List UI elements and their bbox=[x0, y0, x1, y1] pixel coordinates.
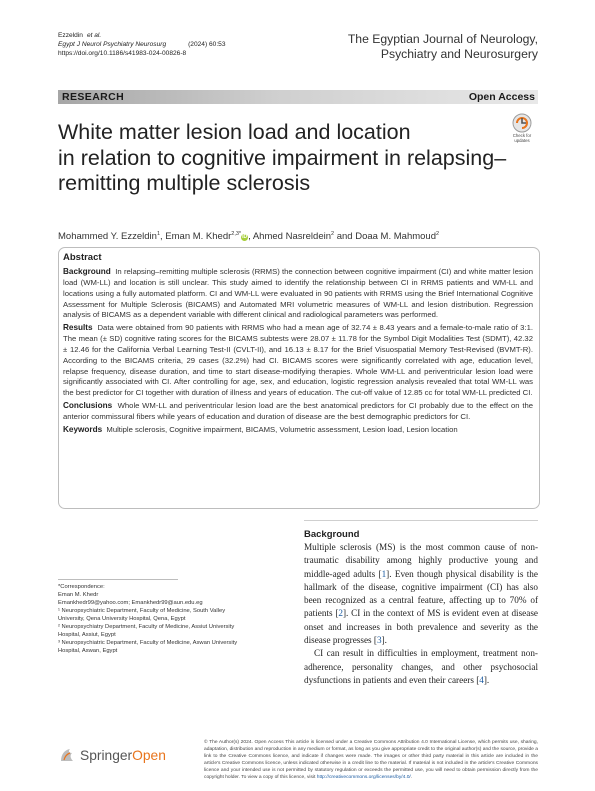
section-text: In relapsing–remitting multiple sclerosis (RRMS) the connection between cognitive impairment (CI) and white matter lesion load (WM-LL) and location is still unclear. This study aimed to identify the relationship between CI in RRMS patients and WM-LL and locations using a fully automated platform. CI and WM-LL were evaluated in 90 patients with RRMS using the Brief International Cognitive Assessment for Multiple Sclerosis (BICAMS) and Automated MRI volumetric measures of WM-LL and lesion distribution. Regression analysis of BICAMS as a dependent variable with different clinical and radiological parameters was performed. bbox=[63, 267, 533, 320]
abstract-box bbox=[58, 247, 540, 509]
abstract-heading: Abstract bbox=[63, 252, 102, 263]
springer-horse-icon bbox=[58, 746, 76, 764]
authors-short: Ezzeldin bbox=[58, 32, 83, 39]
doi-link[interactable]: https://doi.org/10.1186/s41983-024-00826-8 bbox=[58, 50, 187, 58]
open-access-label: Open Access bbox=[468, 91, 535, 103]
section-label: Background bbox=[63, 267, 111, 276]
citation-link[interactable]: 3 bbox=[376, 635, 382, 646]
correspondence-label: *Correspondence: bbox=[58, 584, 105, 590]
check-for-updates-icon bbox=[506, 113, 538, 133]
author-2[interactable] bbox=[165, 231, 253, 242]
body-text-span: ]. bbox=[381, 635, 387, 646]
abstract-results bbox=[63, 323, 533, 399]
check-for-updates-badge[interactable] bbox=[506, 113, 538, 145]
year-volume: (2024) 60:53 bbox=[188, 41, 226, 49]
license-end: . bbox=[410, 774, 413, 780]
article-type: RESEARCH bbox=[62, 91, 125, 103]
author-name: Ahmed Nasreldein bbox=[252, 231, 331, 243]
citation-link[interactable]: 2 bbox=[338, 608, 343, 619]
body-text bbox=[304, 541, 538, 687]
correspondence-name: Eman M. Khedr bbox=[58, 592, 99, 599]
author-separator: , bbox=[248, 231, 253, 243]
citation-link[interactable]: 4 bbox=[479, 674, 484, 685]
body-text-span: ]. Even though physical disability is the hallmark of the disease, cognitive impairment (CI) has also been recognized as a central feature, affecting up to 70% of patients [ bbox=[304, 568, 538, 619]
section-label: Conclusions bbox=[63, 401, 113, 411]
license-link[interactable]: http://creativecommons.org/licenses/by/4.0/ bbox=[316, 774, 411, 780]
body-text-span: ]. bbox=[483, 674, 490, 685]
affiliation-3: ³ Neuropsychiatric Department, Faculty of Medicine, Aswan University Hospital, Aswan, Egypt bbox=[58, 640, 238, 655]
section-text: Whole WM-LL and periventricular lesion load are the best anatomical predictors for CI probably due to the effect on the anterior commissural fibers while years of education and duration of disease are the best demographic predictors for CI. bbox=[63, 401, 534, 421]
author-4[interactable] bbox=[355, 231, 439, 242]
orcid-icon[interactable]: iD bbox=[242, 234, 248, 241]
license-text bbox=[204, 740, 538, 781]
section-text: Data were obtained from 90 patients with RRMS who had a mean age of 32.74 ± 8.43 years and a female-to-male ratio of 3:1. The mean (± SD) cognitive rating scores for the BICAMS subtests were 28.07 ± 11.78 for the Symbol Digit Modalities Test (SDMT), 42.32 ± 12.46 for the California Verbal Learning Test-II (CVLT-II), and 16.13 ± 8.17 for the Brief Visuospatial Memory Test-Revised (BVMT-R). According to the BICAMS criteria, 29 cases (32.2%) had CI. BICAMS scores were significantly correlated with age, education level, relapse frequency, disease duration, and time to start disease-modifying therapies. Whole WM-LL and periventricular lesion load were significantly associated with CI. After controlling for age, sex, and education, logistic regression analysis revealed that total WM-LL was the best predictor for CI together with duration of illness and years of education. The cut-off value of 12.85 cc for total WM-LL predicted CI. bbox=[63, 323, 533, 398]
author-3[interactable] bbox=[253, 231, 355, 242]
column-divider bbox=[304, 520, 538, 521]
abstract-keywords bbox=[63, 425, 533, 436]
journal-title-text: The Egyptian Journal of Neurology, Psychiatry and Neurosurgery bbox=[347, 32, 538, 61]
author-affiliation-sup: 2 bbox=[436, 231, 440, 237]
affiliation-2: ² Neuropsychiatry Department, Faculty of Medicine, Assiut University Hospital, Assiut, Egypt bbox=[58, 624, 235, 639]
author-affiliation-sup: 2,3* bbox=[231, 231, 242, 237]
footnote-rule bbox=[58, 579, 178, 580]
body-paragraph-2 bbox=[304, 647, 538, 687]
author-separator: and bbox=[334, 231, 356, 243]
article-type-band bbox=[58, 90, 538, 104]
open-word: Open bbox=[132, 747, 166, 763]
check-for-updates-text: Check for updates bbox=[512, 133, 532, 143]
correspondence-block bbox=[58, 579, 243, 655]
abstract-conclusions bbox=[63, 401, 533, 423]
section-label: Keywords bbox=[63, 424, 103, 434]
author-name: Doaa M. Mahmoud bbox=[355, 231, 436, 243]
journal-abbrev: Egypt J Neurol Psychiatry Neurosurg bbox=[58, 41, 167, 49]
author-affiliation-sup: 2 bbox=[331, 231, 335, 237]
citation-link[interactable]: 1 bbox=[381, 568, 387, 579]
correspondence-email[interactable]: Emankhedr99@yahoo.com; Emankhedr99@aun.edu.eg bbox=[58, 600, 203, 607]
body-text-span: Multiple sclerosis (MS) is the most common cause of non-traumatic disability among highly productive young and middle-aged adults [ bbox=[304, 542, 538, 579]
author-name: Mohammed Y. Ezzeldin bbox=[58, 231, 157, 243]
author-affiliation-sup: 1 bbox=[156, 231, 160, 237]
abstract-background bbox=[63, 267, 533, 321]
et-al: et al. bbox=[86, 32, 102, 39]
body-text-span: ]. CI in the context of MS is evident even at disease onset and increases in both prevalence and severity as the disease progresses [ bbox=[304, 608, 538, 646]
author-name: Eman M. Khedr bbox=[165, 231, 232, 243]
springer-open-text bbox=[80, 748, 166, 763]
body-paragraph-1 bbox=[304, 541, 538, 647]
license-body: © The Author(s) 2024. Open Access This article is licensed under a Creative Commons Attribution 4.0 International License, which permits use, sharing, adaptation, distribution and reproduction in any medium or format, as long as you give appropriate credit to the original author(s) and the source, provide a link to the Creative Commons licence, and indicate if changes were made. The images or other third party material in this article are included in the article's Creative Commons licence, unless indicated otherwise in a credit line to the material. If material is not included in the article's Creative Commons licence and your intended use is not permitted by statutory regulation or exceeds the permitted use, you will need to obtain permission directly from the copyright holder. To view a copy of this licence, visit bbox=[204, 740, 538, 780]
springer-word: Springer bbox=[80, 747, 133, 763]
author-1[interactable] bbox=[58, 231, 165, 242]
springer-open-logo[interactable] bbox=[58, 745, 166, 765]
article-title: White matter lesion load and location in relation to cognitive impairment in relapsing– remitting multiple sclerosis bbox=[58, 120, 507, 195]
affiliation-1: ¹ Neuropsychiatric Department, Faculty of Medicine, South Valley University, Qena University Hospital, Qena, Egypt bbox=[58, 608, 226, 623]
journal-title bbox=[288, 32, 538, 62]
section-text: Multiple sclerosis, Cognitive impairment, BICAMS, Volumetric assessment, Lesion load, Lesion location bbox=[106, 424, 458, 434]
author-list bbox=[58, 231, 538, 242]
body-text-span: CI can result in difficulties in employment, treatment non-adherence, personality changes, and other psychosocial dysfunctions in patients and even their careers [ bbox=[304, 648, 538, 685]
section-label: Results bbox=[63, 323, 93, 333]
article-meta bbox=[58, 31, 226, 59]
section-heading-background: Background bbox=[304, 529, 360, 540]
author-separator: , bbox=[160, 231, 166, 243]
